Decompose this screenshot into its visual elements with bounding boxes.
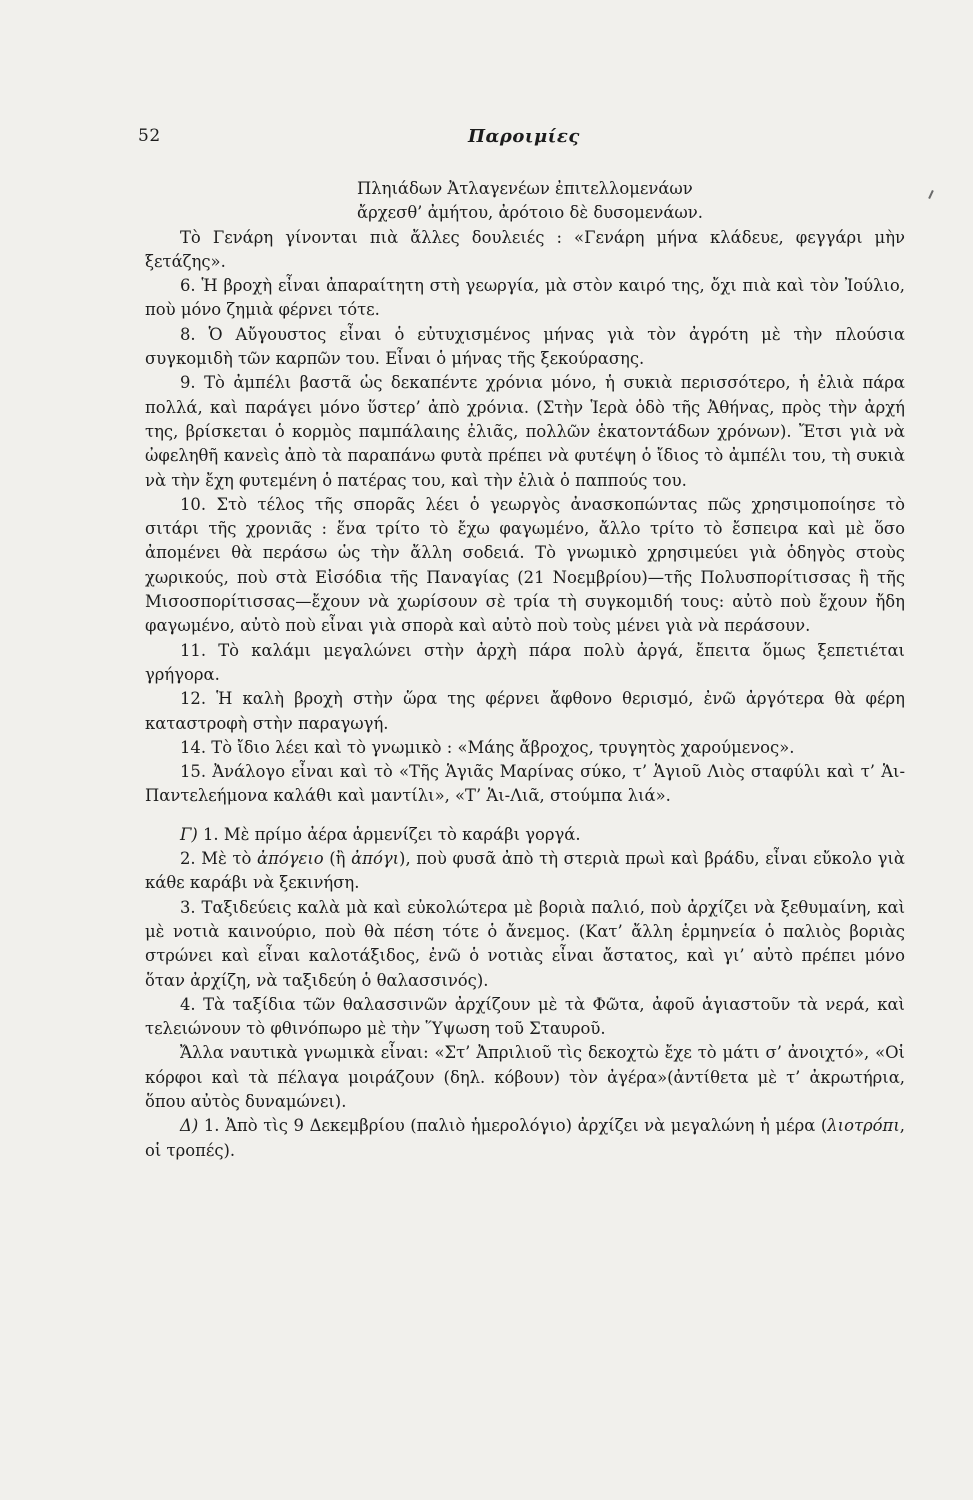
paragraph-6: 6. Ἡ βροχὴ εἶναι ἀπαραίτητη στὴ γεωργία, μὰ στὸν καιρό της, ὄχι πιὰ καὶ τὸν Ἰούλιο, ποὺ μόνο ζημιὰ φέρνει τότε. [145,276,905,320]
paragraph-9: 9. Τὸ ἀμπέλι βαστᾶ ὡς δεκαπέντε χρόνια μόνο, ἡ συκιὰ περισσότερο, ἡ ἐλιὰ πάρα πολλά, καὶ παράγει μόνο ὕστερ’ ἀπὸ χρόνια. (Στὴν Ἱερὰ ὁδὸ τῆς Ἀθήνας, πρὸς τὴν ἀρχή της, βρίσκεται ὁ κορμὸς παμπάλαιης ἐλιᾶς, πολλῶν ἑκατοντάδων χρόνων). Ἔτσι γιὰ νὰ ὠφεληθῆ κανεὶς ἀπὸ τὰ παραπάνω φυτὰ πρέπει νὰ φυτέψη ὁ ἴδιος τὸ ἀμπέλι του, τὴ συκιὰ νὰ τὴν ἔχη φυτεμένη ὁ πατέρας του, καὶ τὴν ἐλιὰ ὁ παππούς του. [145,373,905,490]
body-text [145,177,905,1163]
text-run: 1. Ἀπὸ τὶς 9 Δεκεμβρίου (παλιὸ ἡμερολόγιο) ἀρχίζει νὰ μεγαλώνη ἡ μέρα ( [203,1116,828,1136]
text-run: 2. Μὲ τὸ [180,849,258,869]
term-liotropi: λιοτρόπι [827,1116,900,1136]
text-run: (ἢ [323,849,352,869]
section-g-other-sayings: Ἄλλα ναυτικὰ γνωμικὰ εἶναι: «Στ’ Ἀπριλιοῦ τὶς δεκοχτὼ ἔχε τὸ μάτι σ’ ἀνοιχτό», «Οἱ κόρφοι καὶ τὰ πέλαγα μοιράζουν (δηλ. κόβουν) τὸν ἀγέρα»(ἀντίθετα μὲ τ’ ἀκρωτήρια, ὅπου αὐτὸς δυναμώνει). [145,1043,905,1111]
page-number: 52 [138,126,161,146]
paragraph-11: 11. Τὸ καλάμι μεγαλώνει στὴν ἀρχὴ πάρα πολὺ ἀργά, ἔπειτα ὅμως ξεπετιέται γρήγορα. [145,640,905,684]
verse-line-2: ἄρχεσθ’ ἀμήτου, ἀρότοιο δὲ δυσομενάων. [357,203,703,223]
term-apogi: ἀπόγι [351,849,400,869]
stray-mark [928,190,934,199]
text-run: ), ποὺ φυσᾶ ἀπὸ τὴ στεριὰ πρωὶ καὶ βράδυ, εἶναι εὔκολο γιὰ κάθε καράβι νὰ ξεκινήση. [145,849,905,893]
term-apogeio: ἀπόγειο [257,849,324,869]
verse-line-1: Πληιάδων Ἀτλαγενέων ἐπιτελλομενάων [357,179,693,198]
paragraph-12: 12. Ἡ καλὴ βροχὴ στὴν ὥρα της φέρνει ἄφθονο θερισμό, ἐνῶ ἀργότερα θὰ φέρη καταστροφὴ στὴν παραγωγή. [145,689,905,733]
section-g-item-1 [145,823,905,847]
section-g-label: Γ) [180,824,198,844]
paragraph-15: 15. Ἀνάλογο εἶναι καὶ τὸ «Τῆς Ἁγιᾶς Μαρίνας σύκο, τ’ Ἁγιοῦ Λιὸς σταφύλι καὶ τ’ Ἁι-Παντελεήμονα καλάθι καὶ μαντίλι», «Τ’ Ἁι-Λιᾶ, στούμπα λιά». [145,762,905,806]
section-d-label: Δ) [180,1116,199,1136]
text-run: , οἱ τροπές). [145,1116,905,1160]
paragraph-14: 14. Τὸ ἴδιο λέει καὶ τὸ γνωμικὸ : «Μάης ἄβροχος, τρυγητὸς χαρούμενος». [180,737,795,757]
section-d-item-1 [145,1114,905,1163]
section-g-item-2 [145,847,905,896]
section-g-item-3: 3. Ταξιδεύεις καλὰ μὰ καὶ εὐκολώτερα μὲ βοριὰ παλιό, ποὺ ἀρχίζει νὰ ξεθυμαίνη, καὶ μὲ νοτιὰ καινούριο, ποὺ θὰ πέση τότε ὁ ἄνεμος. (Κατ’ ἄλλη ἑρμηνεία ὁ παλιὸς βοριὰς στρώνει καὶ εἶναι καλοτάξιδος, ἐνῶ ὁ νοτιὰς εἶναι ἄστατος, καὶ γι’ αὐτὸ πρέπει μόνο ὅταν ἀρχίζη, νὰ ταξιδεύη ὁ θαλασσινός). [145,897,905,990]
paragraph-genari: Τὸ Γενάρη γίνονται πιὰ ἄλλες δουλειές : «Γενάρη μήνα κλάδευε, φεγγάρι μὴν ξετάζης». [145,227,905,271]
paragraph-10: 10. Στὸ τέλος τῆς σπορᾶς λέει ὁ γεωργὸς ἀνασκοπώντας πῶς χρησιμοποίησε τὸ σιτάρι τῆς χρονιᾶς : ἕνα τρίτο τὸ ἔχω φαγωμένο, ἄλλο τρίτο τὸ ἔσπειρα καὶ μὲ ὅσο ἀπομένει θὰ περάσω ὡς τὴν ἄλλη σοδειά. Τὸ γνωμικὸ χρησιμεύει γιὰ ὁδηγὸς στοὺς χωρικούς, ποὺ στὰ Εἰσόδια τῆς Παναγίας (21 Νοεμβρίου)—τῆς Πολυσπορίτισσας ἢ τῆς Μισοσπορίτισσας—ἔχουν νὰ χωρίσουν σὲ τρία τὴ συγκομιδή τους: αὐτὸ ποὺ ἔχουν ἤδη φαγωμένο, αὐτὸ ποὺ εἶναι γιὰ σπορὰ καὶ αὐτὸ ποὺ τοὺς μένει γιὰ νὰ περάσουν. [145,494,905,636]
section-g-item-4: 4. Τὰ ταξίδια τῶν θαλασσινῶν ἀρχίζουν μὲ τὰ Φῶτα, ἀφοῦ ἁγιαστοῦν τὰ νερά, καὶ τελειώνουν τὸ φθινόπωρο μὲ τὴν Ὕψωση τοῦ Σταυροῦ. [145,994,905,1039]
section-g-item-1-text: 1. Μὲ πρίμο ἀέρα ἁρμενίζει τὸ καράβι γοργά. [203,824,581,844]
paragraph-8: 8. Ὁ Αὔγουστος εἶναι ὁ εὐτυχισμένος μήνας γιὰ τὸν ἀγρότη μὲ τὴν πλούσια συγκομιδὴ τῶν καρπῶν του. Εἶναι ὁ μήνας τῆς ξεκούρασης. [145,324,905,369]
running-title: Παροιμίες [468,126,580,147]
